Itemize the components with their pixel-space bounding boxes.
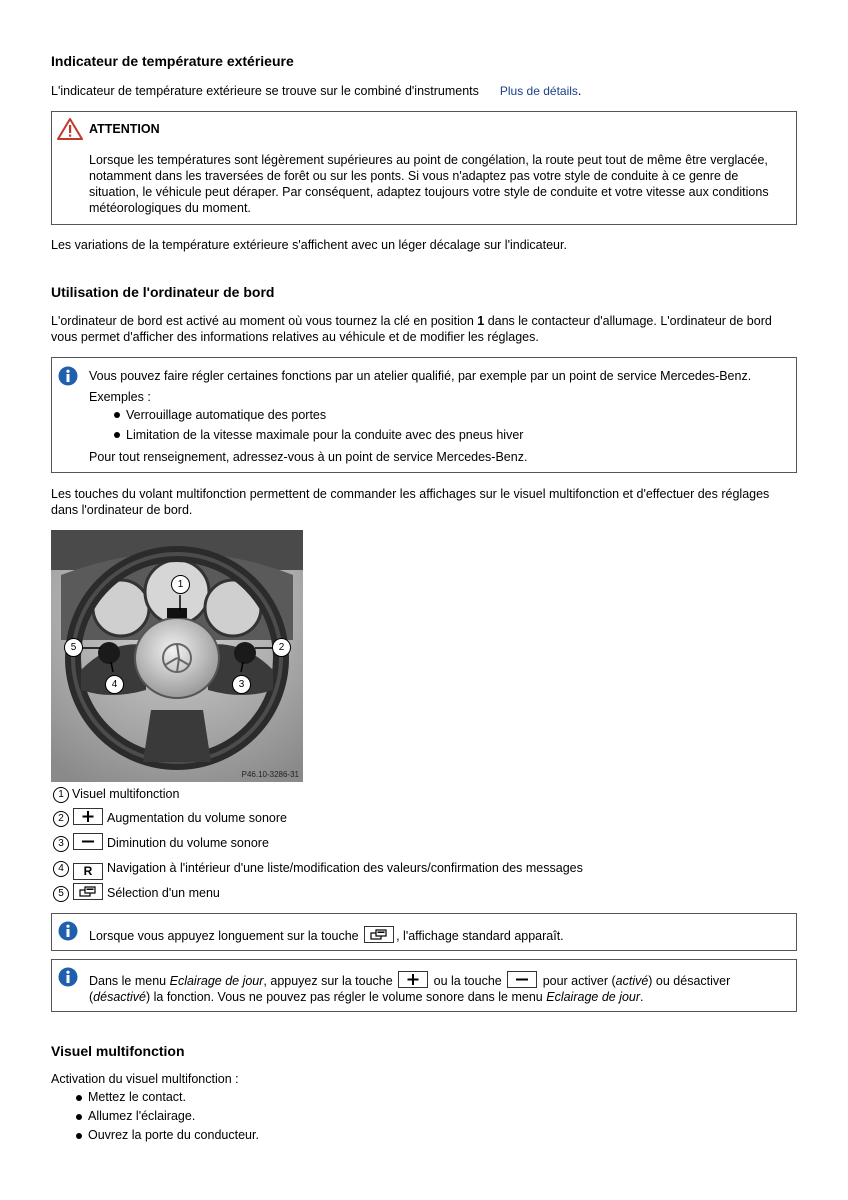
minus-key-icon <box>73 833 103 850</box>
callout-1: 1 <box>171 575 193 594</box>
info-box-daytime-lights <box>51 959 797 1012</box>
menu-key-icon <box>364 926 394 943</box>
steering-wheel-illustration <box>51 530 303 782</box>
steering-wheel-figure <box>51 530 303 782</box>
multifunction-intro: Activation du visuel multifonction : <box>51 1072 239 1086</box>
info-long-press-text: Lorsque vous appuyez longuement sur la touche , l'affichage standard apparaît. <box>89 926 786 944</box>
info-examples-label: Exemples : <box>89 390 151 404</box>
menu-key-icon <box>73 883 103 900</box>
temperature-intro: L'indicateur de température extérieure se trouve sur le combiné d'instruments Plus de détails. <box>51 84 582 98</box>
list-item: Verrouillage automatique des portes <box>111 405 786 425</box>
callout-4: 4 <box>105 675 127 694</box>
section-title-multifunction-display: Visuel multifonction <box>51 1043 185 1059</box>
section-title-temperature: Indicateur de température extérieure <box>51 53 294 69</box>
list-item: Limitation de la vitesse maximale pour la conduite avec des pneus hiver <box>111 425 786 445</box>
legend-row-3: 3 Diminution du volume sonore <box>53 833 269 853</box>
list-item: Ouvrez la porte du conducteur. <box>73 1126 773 1145</box>
callout-2: 2 <box>272 638 294 657</box>
legend-row-1: 1 Visuel multifonction <box>53 784 179 804</box>
list-item: Allumez l'éclairage. <box>73 1107 773 1126</box>
steering-keys-text: Les touches du volant multifonction permettent de commander les affichages sur le visuel multifonction et d'effectuer des réglages dans l'ordinateur de bord. <box>51 487 770 517</box>
warning-triangle-icon <box>57 118 83 140</box>
warning-box <box>51 111 797 225</box>
onboard-computer-intro: L'ordinateur de bord est activé au moment où vous tournez la clé en position 1 dans le contacteur d'allumage. L'ordinateur de bord vous permet d'afficher des informations relatives au véhicule et de modifier les réglages. <box>51 314 772 344</box>
legend-row-2: 2 Augmentation du volume sonore <box>53 808 287 828</box>
legend-row-4: 4 R Navigation à l'intérieur d'une liste/modification des valeurs/confirmation des messages <box>53 858 583 878</box>
examples-list <box>111 405 786 445</box>
info-service-footer: Pour tout renseignement, adressez-vous à un point de service Mercedes-Benz. <box>89 450 528 464</box>
section-title-onboard-computer: Utilisation de l'ordinateur de bord <box>51 284 275 300</box>
details-link[interactable]: Plus de détails <box>499 84 578 98</box>
figure-code: P46.10-3286-31 <box>241 770 299 779</box>
callout-5: 5 <box>64 638 86 657</box>
temperature-note: Les variations de la température extérieure s'affichent avec un léger décalage sur l'indicateur. <box>51 238 567 252</box>
r-key-icon: R <box>73 863 103 880</box>
info-icon <box>58 921 78 941</box>
activation-steps-list <box>73 1088 773 1145</box>
callout-3: 3 <box>232 675 254 694</box>
info-icon <box>58 967 78 987</box>
info-service-text: Vous pouvez faire régler certaines fonctions par un atelier qualifié, par exemple par un point de service Mercedes-Benz. <box>89 369 752 383</box>
plus-key-icon <box>398 971 428 988</box>
info-box-service <box>51 357 797 473</box>
minus-key-icon <box>507 971 537 988</box>
warning-title: ATTENTION <box>89 122 160 136</box>
info-icon <box>58 366 78 386</box>
info-box-long-press <box>51 913 797 951</box>
legend-row-5: 5 Sélection d'un menu <box>53 883 220 903</box>
list-item: Mettez le contact. <box>73 1088 773 1107</box>
plus-key-icon <box>73 808 103 825</box>
warning-text: Lorsque les températures sont légèrement supérieures au point de congélation, la route peut tout de même être verglacée, notamment dans les traversées de forêt ou sur les ponts. Si vous n'adaptez pas votre style de conduite à ce genre de situation, le véhicule peut déraper. Par conséquent, adaptez toujours votre style de conduite et votre vitesse aux conditions météorologiques du moment. <box>89 153 769 215</box>
info-daytime-lights-text: Dans le menu Eclairage de jour, appuyez sur la touche ou la touche pour activer (activé) ou désactiver (désactivé) la fonction. Vous ne pouvez pas régler le volume sonore dans le menu Eclairage de jour. <box>89 971 786 1005</box>
